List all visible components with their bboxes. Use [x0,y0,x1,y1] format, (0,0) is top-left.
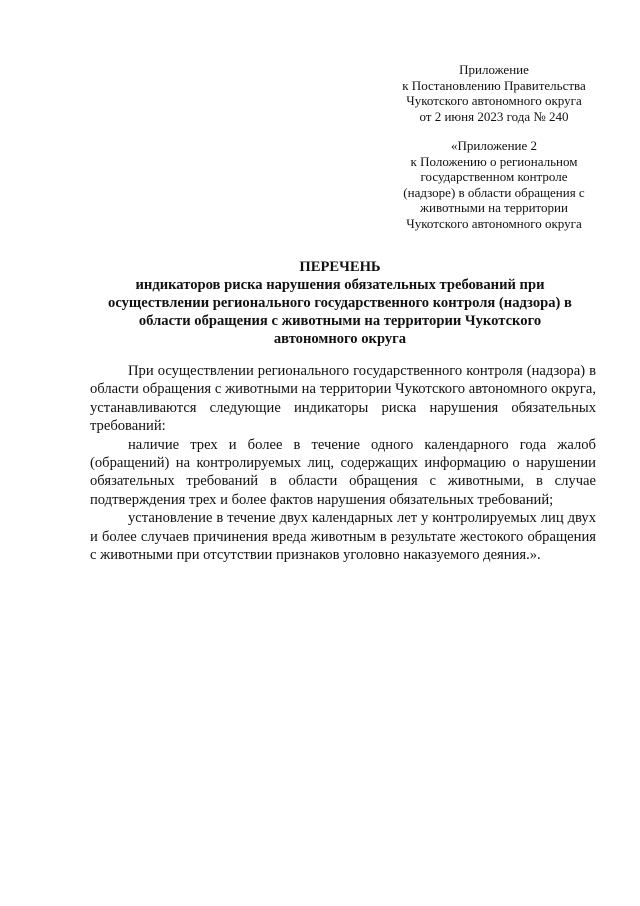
body-paragraph-indicator-1: наличие трех и более в течение одного календарного года жалоб (обращений) на контролируемых лиц, содержащих информацию о нарушении обязательных требований в области обращения с животными, в случае подтверждения трех и более фактов нарушения обязательных требований; [90,436,596,508]
appendix-line: (надзоре) в области обращения с [403,184,585,200]
document-body [90,362,596,564]
body-paragraph-intro: При осуществлении регионального государственного контроля (надзора) в области обращения с животными на территории Чукотского автономного округа, устанавливаются следующие индикаторы риска нарушения обязательных требований: [90,363,596,435]
document-subtitle-line: автономного округа [273,331,407,347]
appendix-line: Приложение [459,62,529,77]
appendix-line: к Положению о региональном [410,153,578,169]
appendix-line: «Приложение 2 [450,138,538,153]
appendix-reference-block [388,62,600,124]
document-subtitle-line: осуществлении регионального государственного контроля (надзора) в [108,295,572,311]
document-subtitle-line: индикаторов риска нарушения обязательных требований при [135,277,545,293]
appendix-date-number-line: от 2 июня 2023 года № 240 [419,108,569,124]
document-subtitle-line: области обращения с животными на территории Чукотского [138,313,542,329]
appendix-line: к Постановлению Правительства [402,77,586,93]
document-title: ПЕРЕЧЕНЬ [299,259,381,275]
document-heading [80,258,600,348]
regulation-appendix-block [388,138,600,231]
appendix-line: Чукотского автономного округа [406,93,582,108]
body-paragraph-indicator-2: установление в течение двух календарных лет у контролируемых лиц двух и более случаев причинения вреда животным в результате жестокого обращения с животными при отсутствии признаков уголовно наказуемого деяния.». [90,510,596,564]
appendix-line: животными на территории [420,200,568,215]
appendix-line: государственном контроле [420,169,568,184]
appendix-line: Чукотского автономного округа [406,215,582,231]
